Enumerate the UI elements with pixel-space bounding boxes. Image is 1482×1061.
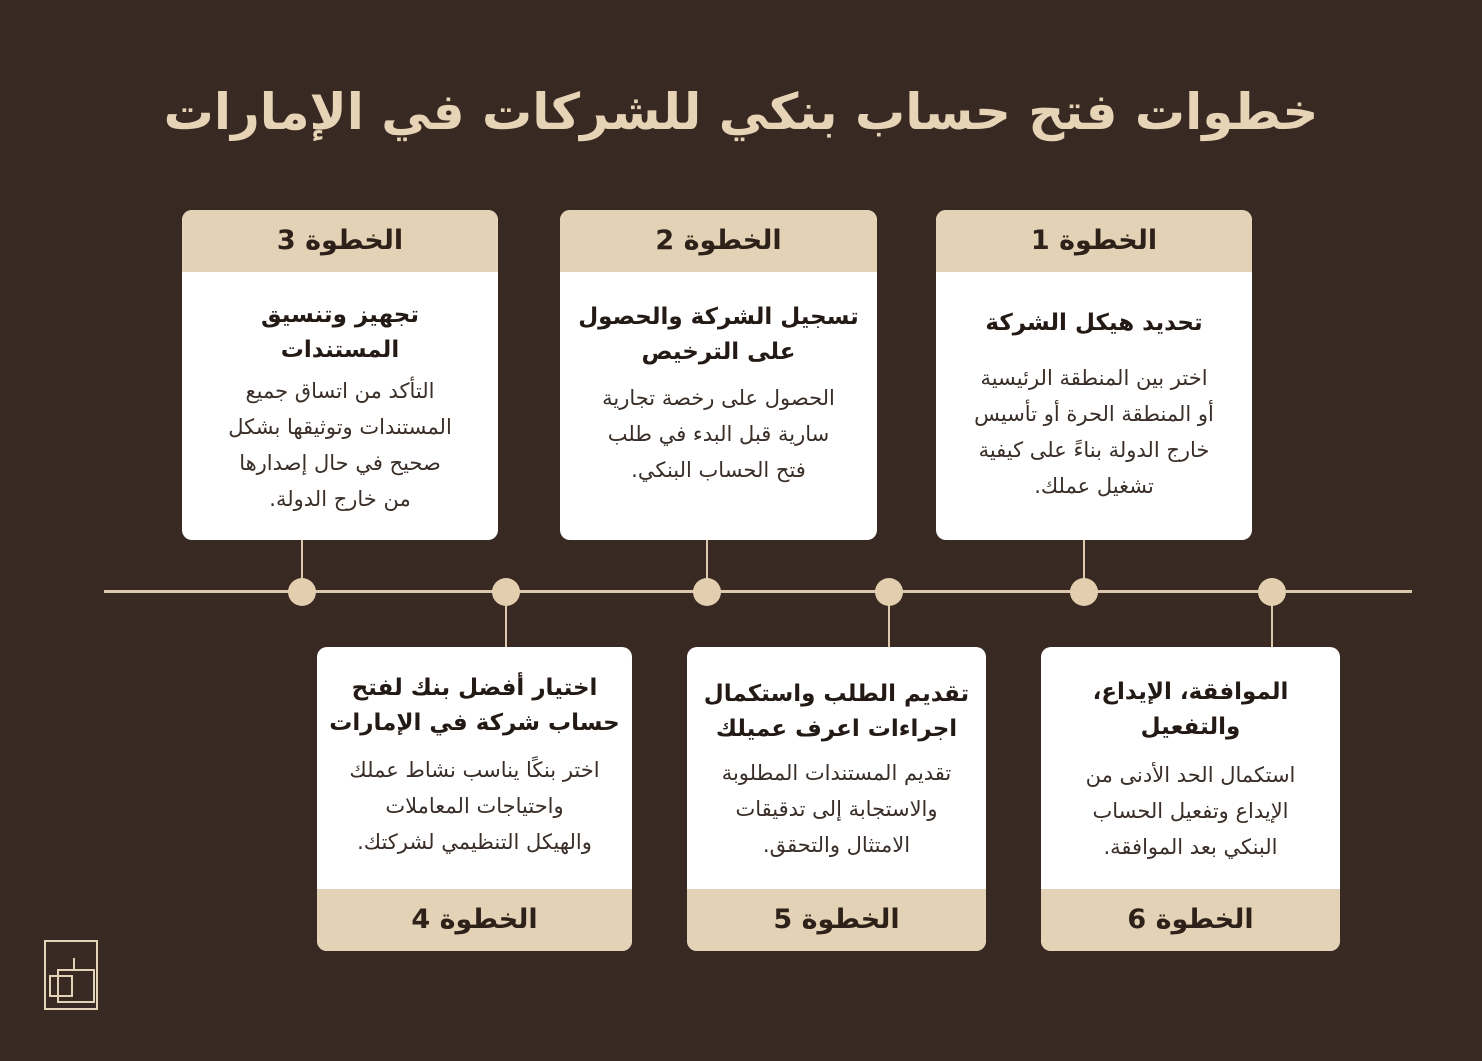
step-description: اختر بنكًا يناسب نشاط عملك واحتياجات المعاملات والهيكل التنظيمي لشركتك. [349,758,600,854]
step-description: اختر بين المنطقة الرئيسية أو المنطقة الحرة أو تأسيس خارج الدولة بناءً على كيفية تشغيل عملك. [974,366,1214,498]
step-card-3 [182,210,498,540]
step-card-2 [560,210,877,540]
step-card-5 [687,647,986,951]
step-card-4 [317,647,632,951]
page-title: خطوات فتح حساب بنكي للشركات في الإمارات [163,83,1319,141]
step-label: الخطوة 3 [182,210,498,272]
step-heading: تجهيز وتنسيق المستندات [261,302,419,363]
step-label: الخطوة 2 [560,210,877,272]
step-card-6 [1041,647,1340,951]
step-label: الخطوة 4 [317,889,632,951]
timeline-dot-step-5 [875,578,903,606]
timeline-dot-step-2 [693,578,721,606]
step-description: استكمال الحد الأدنى من الإيداع وتفعيل الحساب البنكي بعد الموافقة. [1085,763,1296,859]
step-heading: تسجيل الشركة والحصول على الترخيص [578,304,859,365]
timeline-dot-step-4 [492,578,520,606]
timeline-dot-step-6 [1258,578,1286,606]
brand-logo-icon [44,940,98,1010]
step-heading: تحديد هيكل الشركة [985,310,1203,336]
step-description: التأكد من اتساق جميع المستندات وتوثيقها بشكل صحيح في حال إصدارها من خارج الدولة. [228,379,452,511]
step-label: الخطوة 5 [687,889,986,951]
step-description: تقديم المستندات المطلوبة والاستجابة إلى تدقيقات الامتثال والتحقق. [721,761,952,857]
step-card-1 [936,210,1252,540]
timeline-dot-step-3 [288,578,316,606]
step-label: الخطوة 1 [936,210,1252,272]
step-description: الحصول على رخصة تجارية سارية قبل البدء في طلب فتح الحساب البنكي. [602,386,835,482]
step-heading: الموافقة، الإيداع، والتفعيل [1092,679,1289,740]
step-heading: تقديم الطلب واستكمال اجراءات اعرف عميلك [703,681,970,742]
step-heading: اختيار أفضل بنك لفتح حساب شركة في الإمارات [329,675,620,736]
step-label: الخطوة 6 [1041,889,1340,951]
timeline-dot-step-1 [1070,578,1098,606]
